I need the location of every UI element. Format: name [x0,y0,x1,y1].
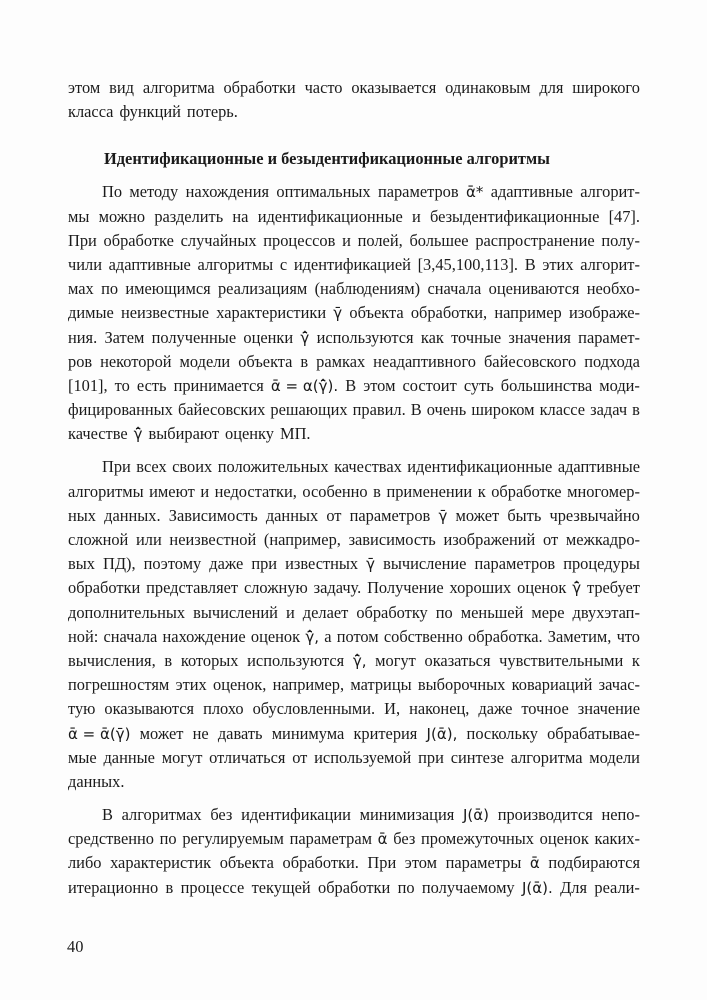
word: процедуры [563,554,640,574]
word: обработки. [282,853,359,873]
word: итерационно [68,877,159,897]
word: реализациям [217,279,308,299]
word: объекта [219,853,274,873]
word: идентификации [241,805,351,825]
word: характеристики [216,303,327,323]
alpha-star-symbol: ᾱ* [465,183,484,202]
word: методу [129,182,179,202]
word: этом [68,78,101,97]
word: оказывается [351,78,437,97]
word: мые [68,747,97,767]
word: некоторой [100,351,172,371]
text-line [68,480,640,504]
word: параметров [377,182,459,202]
word: разделить [154,206,224,226]
criterion-j: J(ᾱ), [426,724,458,743]
word: вычислений [193,602,278,622]
word: процессе [180,877,245,897]
word: сначала [427,279,482,299]
word: от [326,505,342,525]
word: полей, [357,230,403,250]
word: требует [586,578,640,598]
word: идентификационные [407,457,553,477]
word: параметров [474,554,556,574]
word: применении [386,481,473,501]
word: При [68,230,97,250]
word: оценки [243,327,294,347]
gamma-hat-symbol: γ̂̄ [133,425,143,444]
word: оптимальных [276,182,371,202]
word: даже [209,554,244,574]
text-line [68,205,640,229]
word: неизвестные [120,303,210,323]
word: для [539,78,564,97]
word: отличаться [209,747,286,767]
word: оценок [250,626,301,646]
word: В [524,254,536,274]
word: может [455,505,500,525]
word: как [420,327,444,347]
word: [3,45,100,113]. [417,254,519,274]
word: качестве [68,424,128,444]
word: своих [172,457,213,477]
text-line [68,552,640,576]
word: (например, [263,530,341,549]
word: широком [471,400,535,420]
gamma-hat-symbol: γ̂̄, [352,651,367,670]
word: этом [363,375,396,395]
word: случайных [180,230,257,250]
word: неизвестной [169,530,257,549]
word: в [300,351,309,371]
word: мы [68,206,90,226]
word: [47]. [608,206,640,226]
word: байесовского [483,351,577,371]
word: очень [426,400,467,420]
word: потом [336,626,379,646]
page-number: 40 [67,937,84,956]
word: используемой [314,747,412,767]
word: чили [68,254,102,274]
word: алгоритмы [197,254,274,274]
word: Заметим, [547,626,612,646]
word: меньшей [460,602,524,622]
word: можно [98,206,146,226]
text-line [68,697,640,721]
word: могут [161,747,203,767]
word: парамет- [578,327,640,347]
word: объекта [238,351,293,371]
gamma-symbol: γ̄ [366,555,376,574]
word: имеют [149,481,195,501]
word: алгоритма [510,747,583,767]
text-line [68,770,640,794]
word: по [397,877,415,897]
word: потерь. [186,102,238,122]
word: вычисление [383,554,467,574]
word: по [435,602,453,622]
word: не [192,723,209,743]
word: известных [285,554,359,574]
text-line [68,277,640,301]
word: задачу. [313,578,362,598]
word: либо [68,853,102,873]
word: объекта [349,303,404,323]
text-line [68,746,640,770]
word: Получение [367,578,444,598]
word: При [367,853,397,873]
alpha-symbol: ᾱ [377,830,388,849]
word: минимума [271,723,345,743]
word: обработки, [410,303,488,323]
word: используются [247,650,345,670]
word: к [477,481,486,501]
word: зависимость [348,530,436,549]
text-line [68,673,640,697]
word: [101], [68,375,108,395]
word: всех [136,457,167,477]
text-line [68,722,640,746]
word: используются [316,327,414,347]
word: суть [463,375,494,395]
word: димые [68,303,114,323]
word: двухэтап- [572,602,640,622]
word: ной: [68,626,99,646]
word: быть [507,505,542,525]
text-line [68,851,640,875]
word: дополнительных [68,602,186,622]
page-body [68,76,640,900]
word: обрабатывае- [547,723,640,743]
word: алгоритмах [121,805,202,825]
word: межкадро- [565,530,640,549]
word: оценок, [213,675,267,695]
word: ров [68,351,93,371]
gamma-hat-symbol: γ̂̄ [300,328,310,347]
word: поэтому [143,554,202,574]
word: МП. [280,424,311,444]
word: выбирают [148,424,220,444]
text-line [68,455,640,479]
word: данных. [68,771,125,791]
word: при [251,554,278,574]
word: от [292,747,308,767]
word: положительных [217,457,329,477]
word: обработку [356,602,428,622]
word: минимизация [359,805,455,825]
word: данных [265,505,319,525]
word: точные [451,327,502,347]
word: изображений [443,530,536,549]
word: даже [478,699,513,719]
word: плохо [203,699,244,719]
word: сначала [103,626,158,646]
text-line [68,803,640,827]
word: оцениваются [488,279,580,299]
text-line [68,876,640,900]
word: многомер- [567,481,640,501]
word: правил. [352,400,406,420]
word: непо- [601,805,640,825]
criterion-j: J(ᾱ). [521,878,553,897]
word: состоит [402,375,457,395]
word: задач [590,400,628,420]
word: могут [375,650,416,670]
word: По [102,182,123,202]
word: тую [68,699,96,719]
text-line [68,100,640,124]
word: или [136,530,162,549]
word: большинства [500,375,593,395]
word: безыдентификационные [429,206,600,226]
alpha-symbol: ᾱ [529,854,540,873]
word: рамках [316,351,366,371]
word: мере [531,602,565,622]
word: оценок [539,829,589,849]
word: производится [497,805,593,825]
word: может [139,723,184,743]
word: часто [304,78,343,97]
formula-alpha: ᾱ = ᾱ(γ̄) [68,724,131,743]
word: то [114,375,130,395]
word: В [345,375,357,395]
word: обработки [223,78,296,97]
word: принимается [173,375,264,395]
word: делает [302,602,349,622]
word: При [102,457,131,477]
word: подбираются [548,853,640,873]
text-line [68,649,640,673]
word: погрешностям [68,675,170,695]
word: нахождения [185,182,270,202]
word: оценку [225,424,274,444]
word: решающих [270,400,348,420]
word: этом [404,853,438,873]
word: характеристик [110,853,212,873]
word: одинаковым [445,78,531,97]
text-line [68,422,640,446]
word: ния. [68,327,98,347]
text-line [68,229,640,253]
word: имеющимся [125,279,211,299]
word: особенно [302,481,368,501]
word: В [410,400,422,420]
word: ПД), [103,554,136,574]
word: обработка. [468,626,543,646]
word: выборочных [417,675,506,695]
word: качествах [334,457,402,477]
word: класса [68,102,114,122]
word: неадаптивного [373,351,476,371]
word: изображе- [568,303,640,323]
word: на [232,206,249,226]
gamma-hat-symbol: γ̂̄, [305,627,319,646]
word: от [543,530,559,549]
word: процессов [263,230,336,250]
word: которых [180,650,239,670]
word: идентификационные [257,206,403,226]
word: в [373,481,381,501]
word: параметры [445,853,522,873]
word: собственно [383,626,463,646]
word: обусловленными. [252,699,376,719]
word: моди- [599,375,640,395]
word: обработке [103,230,174,250]
word: промежуточных [421,829,534,849]
word: есть [136,375,167,395]
word: В [102,805,113,825]
word: алгоритма [142,78,215,97]
word: данные [103,747,155,767]
text-line [68,76,640,100]
word: в [165,877,174,897]
word: оценок [517,578,567,598]
word: недостатки, [214,481,297,501]
word: регулируемым [182,829,284,849]
word: и [411,206,421,226]
word: этих [175,675,207,695]
text-line [68,180,640,204]
word: вид [109,78,134,97]
word: оказаться [424,650,491,670]
gamma-symbol: γ̄ [333,304,343,323]
text-line [68,827,640,851]
word: а [324,626,332,646]
word: алгорит- [580,254,640,274]
word: значение [577,699,640,719]
word: матрицы [350,675,412,695]
word: оказываются [104,699,195,719]
word: адаптивные [108,254,191,274]
word: например, [272,675,345,695]
word: и [200,481,210,501]
word: с [279,254,288,274]
word: байесовских [177,400,266,420]
word: адаптивные [490,182,573,202]
word: Для [560,877,588,897]
word: большее [409,230,469,250]
word: функций [119,102,181,122]
word: в [164,650,173,670]
word: значения [508,327,571,347]
word: поскольку [466,723,538,743]
word: идентификацией [293,254,411,274]
word: модели [179,351,231,371]
word: этих [542,254,574,274]
word: (наблюдениям) [314,279,421,299]
text-line [68,504,640,528]
word: по [101,279,119,299]
word: алгоритмы [68,481,144,501]
word: алгорит- [580,182,640,202]
word: чрезвычайно [549,505,640,525]
word: и [285,602,295,622]
text-line [68,528,640,552]
word: модели [589,747,640,767]
section-heading: Идентификационные и безыдентификационные алгоритмы [104,149,550,169]
word: адаптивные [557,457,640,477]
word: параметров [349,505,431,525]
word: ных [68,505,96,525]
word: вых [68,554,95,574]
word: текущей [251,877,311,897]
word: широкого [572,78,640,97]
word: классе [539,400,586,420]
text-line [68,576,640,600]
word: сложной [68,530,129,549]
text-line [68,601,640,625]
text-line [68,301,640,325]
word: и [342,230,351,250]
word: критерия [353,723,418,743]
word: сложную [243,578,308,598]
word: в [632,400,640,420]
text-line [68,350,640,374]
text-line [68,326,640,350]
word: полу- [601,230,640,250]
formula-alpha: ᾱ = α(γ̂̄). [270,376,339,395]
word: чувствительными [499,650,624,670]
word: точное [521,699,569,719]
word: обработки [68,578,141,598]
word: полученные [151,327,237,347]
word: например [494,303,562,323]
word: обработке [491,481,562,501]
word: хороших [449,578,512,598]
word: зачас- [598,675,640,695]
criterion-j: J(ᾱ) [462,806,489,825]
word: обработки [318,877,391,897]
word: по [159,829,177,849]
word: без [393,829,416,849]
text-line [68,398,640,422]
word: вычисления, [68,650,156,670]
word: Зависимость [168,505,258,525]
word: без [210,805,233,825]
word: И, [384,699,401,719]
word: нахождение [162,626,246,646]
word: данных. [104,505,161,525]
text-line [68,253,640,277]
gamma-hat-symbol: γ̂̄ [572,579,582,598]
word: реали- [594,877,640,897]
word: что [616,626,640,646]
word: давать [217,723,263,743]
gamma-symbol: γ̄ [438,506,448,525]
word: необхо- [586,279,640,299]
word: подхода [584,351,640,371]
word: каких- [594,829,640,849]
word: при [418,747,444,767]
word: фицированных [68,400,173,420]
text-line [68,625,640,649]
word: получаемому [421,877,515,897]
word: мах [68,279,94,299]
word: параметрам [289,829,372,849]
word: представляет [146,578,239,598]
word: к [631,650,640,670]
word: средственно [68,829,154,849]
word: ковариаций [511,675,593,695]
word: Затем [104,327,145,347]
word: наконец, [409,699,470,719]
word: синтезе [450,747,504,767]
word: распространение [475,230,595,250]
text-line [68,374,640,398]
